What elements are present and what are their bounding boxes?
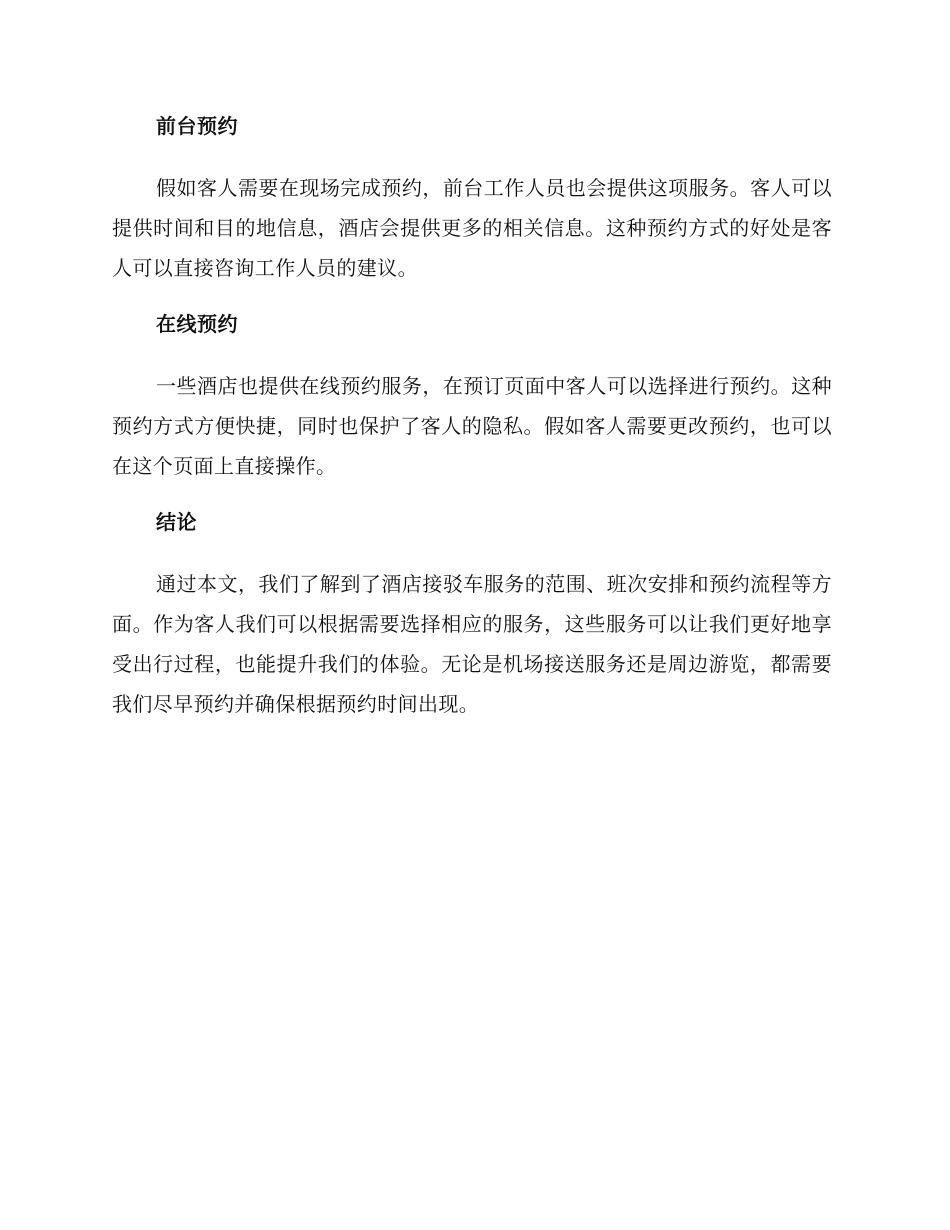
section-heading: 前台预约: [156, 114, 238, 138]
section-heading: 在线预约: [156, 312, 238, 336]
document-page: [112, 0, 832, 1230]
section-paragraph: 通过本文，我们了解到了酒店接驳车服务的范围、班次安排和预约流程等方面。作为客人我们可以根据需要选择相应的服务，这些服务可以让我们更好地享受出行过程，也能提升我们的体验。无论是机场接送服务还是周边游览，都需要我们尽早预约并确保根据预约时间出现。: [112, 572, 832, 716]
section-conclusion: [112, 508, 832, 724]
section-front-desk-booking: [112, 112, 832, 288]
section-paragraph: 一些酒店也提供在线预约服务，在预订页面中客人可以选择进行预约。这种预约方式方便快捷，同时也保护了客人的隐私。假如客人需要更改预约，也可以在这个页面上直接操作。: [112, 374, 832, 478]
section-heading: 结论: [156, 510, 197, 534]
section-paragraph: 假如客人需要在现场完成预约，前台工作人员也会提供这项服务。客人可以提供时间和目的地信息，酒店会提供更多的相关信息。这种预约方式的好处是客人可以直接咨询工作人员的建议。: [112, 176, 832, 280]
section-online-booking: [112, 310, 832, 486]
